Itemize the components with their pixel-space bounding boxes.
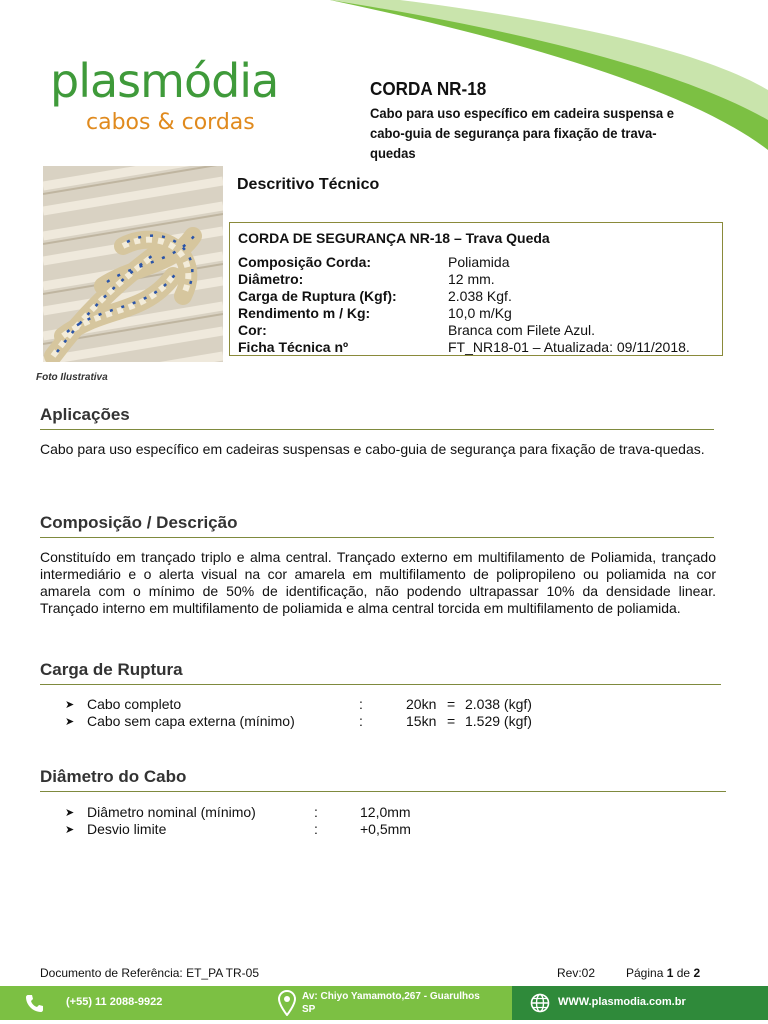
rope-illustration — [43, 166, 223, 362]
tech-heading: Descritivo Técnico — [237, 176, 380, 193]
diametro-item-separator: : — [314, 821, 318, 837]
tech-row-label: Ficha Técnica nº — [238, 339, 349, 355]
tech-row — [238, 305, 716, 322]
tech-row-label: Cor: — [238, 322, 267, 338]
page-number — [626, 966, 700, 980]
tech-row — [238, 288, 716, 305]
bullet-arrow-icon: ➤ — [65, 807, 75, 819]
section-divider — [40, 684, 721, 685]
composicao-text: Constituído em trançado triplo e alma central. Trançado externo em multifilamento de Poliamida, trançado intermediário e o alerta visual na cor amarela em multifilamento de polipropileno ou poliamida na cor amarela com o mínimo de 50% de identificação, não podendo ultrapassar 10% da densidade linear. Trançado interno em multifilamento de poliamida e alma central torcida em multifilamento de poliamida. — [40, 549, 716, 616]
tech-row-label: Rendimento m / Kg: — [238, 305, 371, 321]
globe-icon — [530, 993, 550, 1013]
page-of: de — [676, 966, 691, 980]
section-divider — [40, 429, 714, 430]
section-title-carga: Carga de Ruptura — [40, 660, 183, 679]
logo-tagline: cabos & cordas — [86, 110, 255, 135]
carga-item-separator: : — [359, 696, 363, 712]
page-current: 1 — [666, 966, 674, 980]
section-divider — [40, 791, 726, 792]
diametro-item-label: Desvio limite — [87, 821, 167, 837]
tech-row — [238, 322, 716, 339]
tech-row-value: 2.038 Kgf. — [448, 288, 512, 304]
bullet-arrow-icon: ➤ — [65, 699, 75, 711]
tech-row-value: Poliamida — [448, 254, 510, 270]
carga-item-label: Cabo sem capa externa (mínimo) — [87, 713, 295, 729]
tech-row-value: Branca com Filete Azul. — [448, 322, 596, 338]
carga-item-equals: = — [447, 713, 456, 729]
page-prefix: Página — [626, 966, 664, 980]
photo-caption: Foto Ilustrativa — [36, 372, 108, 383]
tech-row-value: 10,0 m/Kg — [448, 305, 512, 321]
diametro-item-separator: : — [314, 804, 318, 820]
contact-web-segment — [512, 986, 768, 1020]
section-title-diametro: Diâmetro do Cabo — [40, 767, 187, 786]
diametro-item-value: +0,5mm — [360, 821, 411, 837]
contact-address-segment — [252, 986, 512, 1020]
product-photo — [43, 166, 223, 362]
carga-item-kgf: 2.038 (kgf) — [465, 696, 532, 712]
revision: Rev:02 — [557, 966, 596, 980]
section-title-composicao: Composição / Descrição — [40, 513, 238, 532]
contact-website-link[interactable]: WWW.plasmodia.com.br — [558, 996, 686, 1008]
document-subtitle: Cabo para uso específico em cadeira suspensa e cabo-guia de segurança para fixação de trava-quedas — [370, 105, 674, 161]
tech-row — [238, 271, 716, 288]
document-title: CORDA NR-18 — [370, 79, 487, 99]
page-total: 2 — [693, 966, 701, 980]
tech-row-label: Carga de Ruptura (Kgf): — [238, 288, 397, 304]
reference-document: Documento de Referência: ET_PA TR-05 — [40, 966, 259, 980]
carga-item-separator: : — [359, 713, 363, 729]
tech-row-value: FT_NR18-01 – Atualizada: 09/11/2018. — [448, 339, 690, 355]
tech-row — [238, 339, 716, 356]
tech-row-label: Composição Corda: — [238, 254, 372, 270]
location-pin-icon — [278, 990, 296, 1016]
bullet-arrow-icon: ➤ — [65, 824, 75, 836]
carga-item-kn: 20kn — [406, 696, 437, 712]
carga-item-kgf: 1.529 (kgf) — [465, 713, 532, 729]
contact-address-line1: Av: Chiyo Yamamoto,267 - Guarulhos — [302, 991, 480, 1002]
tech-row-value: 12 mm. — [448, 271, 495, 287]
carga-item-label: Cabo completo — [87, 696, 182, 712]
tech-box-title: CORDA DE SEGURANÇA NR-18 – Trava Queda — [238, 230, 550, 246]
carga-item-kn: 15kn — [406, 713, 437, 729]
contact-phone[interactable]: (+55) 11 2088-9922 — [66, 996, 163, 1008]
bullet-arrow-icon: ➤ — [65, 716, 75, 728]
carga-item-equals: = — [447, 696, 456, 712]
contact-address-line2: SP — [302, 1004, 316, 1015]
diametro-item-label: Diâmetro nominal (mínimo) — [87, 804, 256, 820]
diametro-item-value: 12,0mm — [360, 804, 411, 820]
contact-phone-segment — [0, 986, 252, 1020]
logo-wordmark: plasmódia — [50, 54, 279, 108]
section-title-aplicacoes: Aplicações — [40, 405, 130, 424]
tech-spec-box — [229, 222, 723, 356]
contact-bar — [0, 986, 768, 1020]
tech-row — [238, 254, 716, 271]
section-divider — [40, 537, 714, 538]
aplicacoes-text: Cabo para uso específico em cadeiras suspensas e cabo-guia de segurança para fixação de trava-quedas. — [40, 441, 705, 457]
tech-row-label: Diâmetro: — [238, 271, 304, 287]
phone-icon — [24, 993, 44, 1013]
